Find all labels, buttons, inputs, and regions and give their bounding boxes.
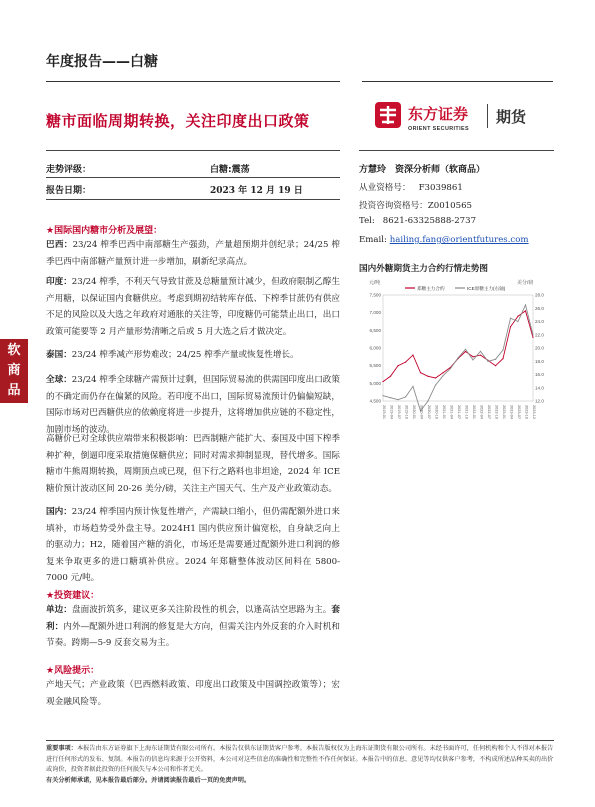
price-chart [359, 275, 554, 435]
point-zheng [495, 365, 496, 366]
x-tick-label: 2023-12 [532, 405, 536, 419]
x-tick-label: 2021-10 [464, 405, 469, 419]
left-tick-label: 5,000 [369, 380, 381, 386]
global-text: 23/24 榨季全球糖产需预计过剩，但国际贸易流的供需国印度出口政策的不确定而仍存在偏紧的风险。若印度不出口，国际贸易流预计仍偏偏短缺，国际市场对巴西糖供应的依赖度将进一步提升，这将增加供应链的不稳定性，加剧市场的波动。 [46, 375, 340, 435]
left-tick-label: 6,000 [369, 345, 381, 351]
point-ice [405, 396, 406, 397]
date-label: 报告日期： [46, 186, 92, 196]
logo-graphic [372, 96, 552, 138]
x-tick-label: 2022-07 [487, 405, 491, 419]
tel-label: Tel: [359, 216, 375, 226]
risk-heading: ★风险提示： [46, 666, 100, 676]
doc-type: 年度报告——白糖 [46, 54, 158, 70]
left-tick-label: 5,500 [369, 363, 381, 369]
point-ice [517, 321, 518, 322]
advice-heading: ★投资建议： [46, 591, 100, 601]
email-row [359, 235, 529, 245]
point-ice [412, 386, 413, 387]
header-rule [46, 81, 340, 82]
point-zheng [412, 354, 413, 355]
right-tick-label: 28.0 [535, 292, 544, 298]
point-zheng [442, 372, 443, 373]
sector-sidebar [0, 339, 28, 403]
analyst-name: 方慧玲 资深分析师（软商品） [359, 165, 486, 175]
point-zheng [397, 365, 398, 366]
x-tick-label: 2022-10 [494, 405, 499, 419]
risk-paragraph [46, 677, 340, 710]
point-ice [397, 399, 398, 400]
domestic-label: 国内： [46, 507, 72, 517]
x-tick-label: 2022-04 [479, 405, 484, 419]
qual-value: F3039861 [418, 183, 463, 193]
point-ice [465, 349, 466, 350]
domestic-text: 23/24 榨季国内预计恢复性增产，产需缺口缩小，但仍需配额外进口来填补，市场趋势受外盘主导。2024H1 国内供应预计偏宽松，自身缺乏向上的驱动力；H2，随着国产糖的消化，市场还是需要通过配额外进口利润的修复来争取更多的进口糖填补供应。2024 年郑糖整体波动区间料在 5800-7000 元/吨。 [46, 507, 340, 583]
x-tick-label: 2022-01 [472, 405, 476, 419]
left-axis-unit: 元/吨 [369, 280, 381, 286]
global-paragraph [46, 372, 340, 438]
left-tick-label: 4,500 [369, 398, 381, 404]
x-tick-label: 2019-04 [389, 405, 394, 419]
point-ice [450, 368, 451, 369]
point-zheng [480, 354, 481, 355]
invest-label: 投资咨询资格号： [359, 201, 428, 211]
right-tick-label: 12.0 [535, 398, 544, 404]
chart-title: 国内外糖期货主力合约行情走势图 [359, 264, 488, 274]
qual-row [359, 181, 463, 193]
point-ice [525, 304, 526, 305]
point-zheng [525, 310, 526, 311]
right-tick-label: 24.0 [535, 319, 544, 324]
x-tick-label: 2023-01 [502, 405, 506, 419]
legend-ice: ICE原糖主力(右轴) [467, 286, 506, 291]
right-tick-label: 16.0 [535, 372, 544, 377]
right-tick-label: 22.0 [535, 332, 544, 338]
series-line-zheng [383, 311, 533, 382]
disclaimer-label: 重要事项： [46, 745, 77, 752]
unilateral-text: 盘面波折筑多，建议更多关注阶段性的机会，以逢高沽空思路为主。 [71, 605, 332, 615]
tel-value: 8621-63325888-2737 [382, 216, 477, 226]
email-link[interactable]: hailing.fang@orientfutures.com [389, 235, 529, 245]
x-tick-label: 2021-01 [442, 405, 446, 419]
right-tick-label: 14.0 [535, 385, 544, 391]
sidebar-char-3: 品 [7, 383, 21, 398]
chart-lines [382, 304, 533, 411]
sidebar-char-1: 软 [7, 343, 21, 358]
trend-value: 白糖:震荡 [210, 165, 250, 175]
plot-frame [383, 295, 533, 401]
footer [46, 744, 554, 786]
left-tick-label: 6,500 [369, 327, 381, 333]
point-ice [427, 400, 428, 401]
point-zheng [435, 377, 436, 378]
point-ice [457, 357, 458, 358]
point-zheng [427, 376, 428, 377]
meta-top-rule [46, 150, 340, 151]
point-zheng [405, 362, 406, 363]
right-axis-unit: 美分/磅 [517, 280, 534, 286]
point-ice [442, 375, 443, 376]
brazil-text: 23/24 榨季巴西中南部糖生产强劲，产量超预期并创纪录；24/25 榨季巴西中南部糖产量预计进一步增加，刷新纪录高点。 [46, 240, 340, 267]
right-tick-label: 26.0 [535, 305, 544, 311]
email-label: Email: [359, 235, 387, 245]
footer-note: 有关分析师承诺，见本报告最后部分。并请阅读报告最后一页的免责声明。 [46, 776, 251, 784]
chart-grid [383, 295, 533, 401]
analysis-heading: ★国际国内糖市分析及展望： [46, 226, 163, 236]
meta-bottom-rule [46, 199, 340, 200]
x-tick-label: 2023-07 [517, 405, 521, 419]
x-tick-label: 2023-04 [509, 405, 514, 419]
india-text: 23/24 榨季，不利天气导致甘蔗及总糖量预计减少，但政府限制乙醇生产用糖，以保证国内食糖供应。考虑到期初结转库存低、下榨季甘蔗仍有供应不足的风险以及大选之年政府对通胀的关注等，印度糖仍可能禁止出口，出口政策可能要等 2 月产量形势清晰之后或 5 月大选之后才做决定。 [46, 277, 340, 337]
logo-brand-en: ORIENT SECURITIES [408, 126, 470, 132]
left-tick-label: 7,500 [369, 292, 381, 298]
x-tick-label: 2019-01 [382, 405, 386, 419]
date-value: 2023 年 12 月 19 日 [210, 186, 303, 196]
point-ice [472, 359, 473, 360]
analyst-top-rule [359, 150, 554, 151]
thailand-text: 23/24 榨季减产形势难改；24/25 榨季产量或恢复性增长。 [71, 350, 299, 360]
company-logo [372, 96, 552, 138]
x-tick-label: 2021-04 [449, 405, 454, 419]
trend-label: 走势评级： [46, 165, 92, 175]
header-rule-right [362, 81, 553, 82]
point-ice [480, 351, 481, 352]
disclaimer-text: 本报告由东方证券旗下上海东证期货有限公司所有。本报告仅供东证期货客户参考。本报告版权仅为上海东证期货有限公司所有。未经书面许可，任何机构和个人不得对本报告进行任何形式的发布、复制。本报告的信息均来源于公开资料，本公司对这些信息的准确性和完整性不作任何保证。本报告中的信息、意见等均仅供客户参考，不构成所述品种买卖的出价或询价，投资者据此投资的任何损失与本公司和作者无关。 [46, 745, 554, 773]
sidebar-char-2: 商 [7, 363, 21, 378]
point-ice [495, 359, 496, 360]
point-zheng [517, 316, 518, 317]
unilateral-label: 单边： [46, 605, 72, 615]
right-tick-label: 20.0 [535, 345, 544, 351]
domestic-paragraph [46, 504, 340, 587]
point-ice [510, 318, 511, 319]
point-zheng [420, 372, 421, 373]
arbitrage-text: 内外—配额外进口利润的修复是大方向，但需关注内外反套的介入时机和节奏。跨期—5-9 反套交易为主。 [46, 621, 340, 648]
x-tick-label: 2020-01 [412, 405, 416, 419]
tel-row [359, 216, 476, 226]
logo-mark-icon [375, 102, 401, 128]
point-ice [502, 349, 503, 350]
point-zheng [502, 358, 503, 359]
point-ice [390, 397, 391, 398]
strategy-paragraph [46, 602, 340, 652]
chart-svg [359, 275, 554, 435]
global-label: 全球： [46, 375, 72, 385]
left-tick-label: 7,000 [369, 310, 381, 316]
x-tick-label: 2020-04 [419, 405, 424, 419]
thailand-paragraph [46, 347, 340, 364]
risk-text: 产地天气；产业政策（巴西燃料政策、印度出口政策及中国调控政策等）；宏观金融风险等。 [46, 680, 340, 707]
point-zheng [532, 337, 533, 338]
invest-value: Z0010565 [427, 201, 473, 211]
x-tick-label: 2020-10 [434, 405, 439, 419]
qual-label: 从业资格号： [359, 183, 411, 193]
point-zheng [390, 376, 391, 377]
x-tick-label: 2019-07 [397, 405, 401, 419]
point-zheng [510, 326, 511, 327]
logo-division: 期货 [496, 109, 527, 126]
brazil-label: 巴西： [46, 240, 73, 250]
right-tick-label: 18.0 [535, 358, 544, 364]
point-ice [382, 395, 383, 396]
point-ice [532, 334, 533, 335]
arbitrage-label: 套利： [46, 605, 340, 632]
point-ice [435, 385, 436, 386]
meta-mid-rule [46, 177, 340, 178]
india-label: 印度： [46, 277, 72, 287]
logo-brand-text: 东方证券 [408, 106, 469, 123]
chart-legend [405, 285, 506, 292]
high-price-text: 高糖价已对全球供应端带来积极影响：巴西制糖产能扩大、泰国及中国下榨季种扩种，倒逼印度采取措施保糖供应；同时对需求抑制显现，替代增多。国际糖市牛熊周期转换，周期顶点或已现，但下行之路料也非坦途，2024 年 ICE 糖价预计波动区间 20-26 美分/磅，关注主产国天气、生产及产业政策动态。 [46, 434, 340, 494]
brazil-paragraph [46, 237, 340, 270]
x-tick-label: 2021-07 [457, 405, 461, 419]
india-paragraph [46, 274, 340, 340]
x-tick-label: 2019-10 [404, 405, 409, 419]
report-title: 糖市面临周期转换，关注印度出口政策 [46, 112, 310, 130]
invest-row [359, 199, 472, 211]
legend-zheng: 郑糖主力合约 [417, 286, 445, 291]
high-price-paragraph [46, 431, 340, 497]
point-ice [487, 361, 488, 362]
point-zheng [465, 351, 466, 352]
thailand-label: 泰国： [46, 350, 72, 360]
x-tick-label: 2023-10 [524, 405, 529, 419]
x-tick-label: 2020-07 [427, 405, 431, 419]
chart-axes [370, 293, 545, 419]
point-zheng [382, 381, 383, 382]
footer-rule [46, 740, 554, 741]
point-zheng [472, 356, 473, 357]
